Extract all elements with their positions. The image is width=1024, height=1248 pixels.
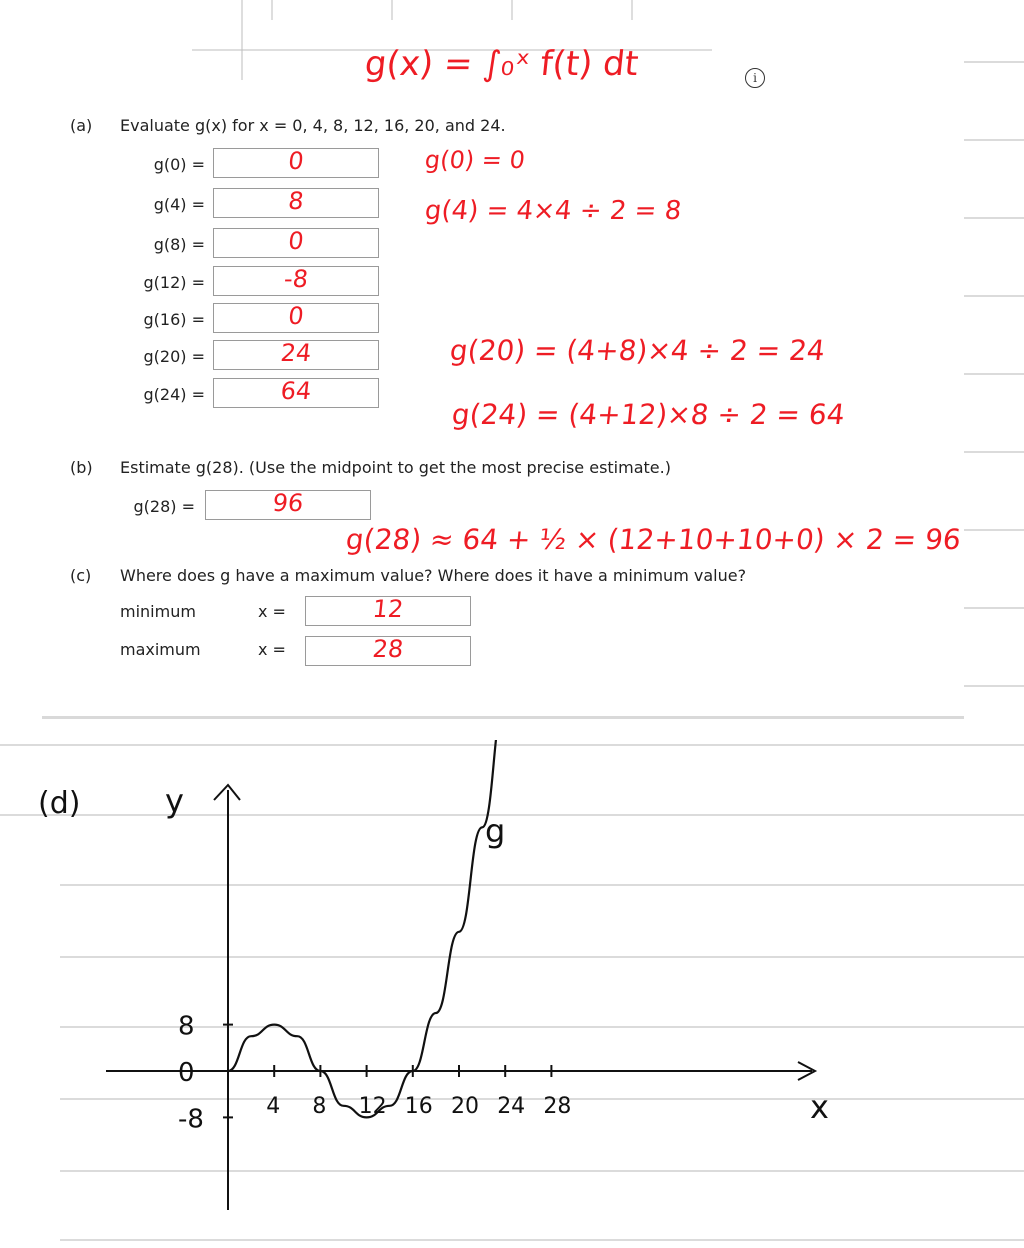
g-graph [0, 740, 1024, 1248]
g16-answer: 0 [286, 302, 306, 330]
x-axis-label: x [810, 1088, 829, 1126]
part-c-prompt: Where does g have a maximum value? Where does it have a minimum value? [120, 566, 747, 585]
g16-label: g(16) = [143, 310, 205, 329]
y-tick-labels [178, 1012, 204, 1135]
work-g4: g(4) = 4×4 ÷ 2 = 8 [423, 196, 683, 226]
maximum-label: maximum [120, 640, 201, 659]
g28-answer-box[interactable] [205, 490, 371, 520]
g0-answer-box[interactable] [213, 148, 379, 178]
x-tick-label: 12 [358, 1094, 387, 1119]
g4-answer: 8 [286, 187, 306, 215]
maximum-answer-box[interactable] [305, 636, 471, 666]
minimum-answer-box[interactable] [305, 596, 471, 626]
x-tick-label: 8 [312, 1094, 327, 1119]
work-g24: g(24) = (4+12)×8 ÷ 2 = 64 [450, 398, 847, 431]
part-d-letter: (d) [38, 786, 81, 821]
minimum-answer: 12 [371, 595, 405, 623]
g20-answer: 24 [279, 339, 313, 367]
y-axis-label: y [165, 782, 184, 820]
axes [106, 785, 815, 1210]
g4-answer-box[interactable] [213, 188, 379, 218]
g4-label: g(4) = [153, 195, 205, 214]
g28-label: g(28) = [133, 497, 195, 516]
g0-label: g(0) = [153, 155, 205, 174]
x-tick-labels [266, 1094, 571, 1119]
g0-answer: 0 [286, 147, 306, 175]
part-c-letter: (c) [70, 566, 92, 585]
g16-answer-box[interactable] [213, 303, 379, 333]
y-tick-label: -8 [178, 1104, 204, 1135]
g8-label: g(8) = [153, 235, 205, 254]
g24-answer: 64 [279, 377, 313, 405]
work-g0: g(0) = 0 [423, 146, 527, 174]
minimum-x-label: x = [258, 602, 286, 621]
info-circle-icon[interactable]: i [745, 68, 765, 88]
g8-answer-box[interactable] [213, 228, 379, 258]
work-g20: g(20) = (4+8)×4 ÷ 2 = 24 [448, 334, 827, 367]
part-b-prompt: Estimate g(28). (Use the midpoint to get the most precise estimate.) [120, 458, 671, 477]
g-curve [228, 740, 575, 1117]
g12-answer-box[interactable] [213, 266, 379, 296]
maximum-answer: 28 [371, 635, 405, 663]
part-a-letter: (a) [70, 116, 93, 135]
g24-label: g(24) = [143, 385, 205, 404]
y-tick-label: 8 [178, 1011, 195, 1042]
part-b-letter: (b) [70, 458, 93, 477]
y-tick-label: 0 [178, 1058, 195, 1088]
part-a-prompt: Evaluate g(x) for x = 0, 4, 8, 12, 16, 20, and 24. [120, 116, 506, 135]
g12-answer: -8 [282, 265, 310, 293]
g12-label: g(12) = [143, 273, 205, 292]
g28-answer: 96 [271, 489, 305, 517]
x-tick-label: 28 [543, 1094, 572, 1119]
maximum-x-label: x = [258, 640, 286, 659]
x-tick-label: 24 [497, 1094, 526, 1119]
x-tick-label: 4 [266, 1094, 281, 1119]
x-tick-label: 16 [404, 1094, 433, 1119]
g20-label: g(20) = [143, 347, 205, 366]
integral-formula: g(x) = ∫₀ˣ f(t) dt [362, 44, 641, 84]
g20-answer-box[interactable] [213, 340, 379, 370]
work-g28: g(28) ≈ 64 + ½ × (12+10+10+0) × 2 = 96 [344, 523, 963, 556]
x-tick-label: 20 [451, 1094, 479, 1119]
g24-answer-box[interactable] [213, 378, 379, 408]
curve-label: g [485, 812, 506, 850]
minimum-label: minimum [120, 602, 196, 621]
g8-answer: 0 [286, 227, 306, 255]
